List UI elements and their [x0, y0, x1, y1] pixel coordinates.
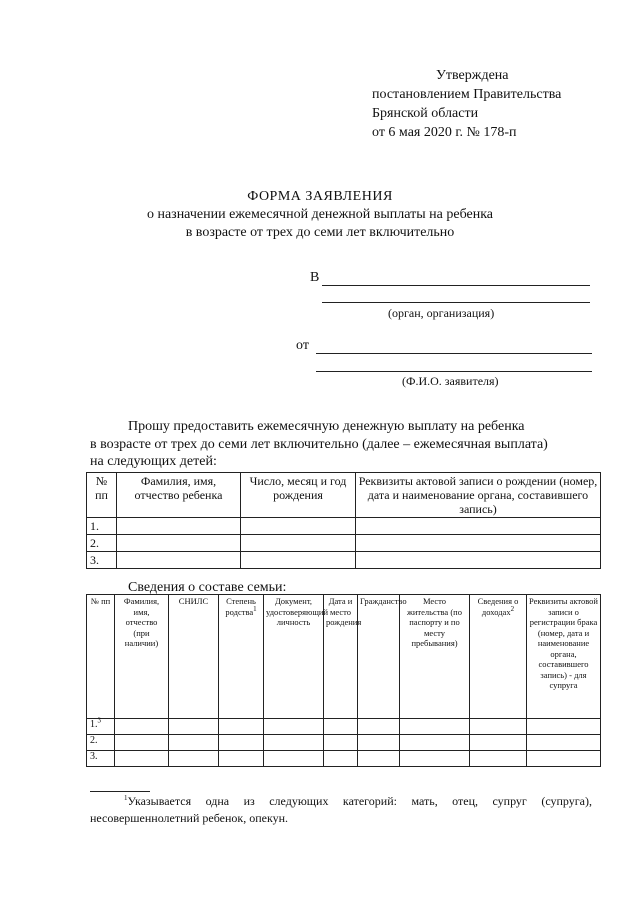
to-field-line-1[interactable]	[322, 285, 590, 286]
footnote-marker: 1	[253, 604, 257, 613]
income-cell[interactable]	[470, 719, 527, 735]
from-caption: (Ф.И.О. заявителя)	[402, 374, 499, 388]
row-num	[87, 716, 115, 735]
approval-line-1: Утверждена	[436, 68, 509, 83]
footnote-marker: 2	[510, 604, 515, 613]
family-table	[86, 594, 601, 767]
request-paragraph	[90, 418, 592, 471]
relation-cell[interactable]	[219, 735, 264, 751]
birth-record-cell[interactable]	[356, 535, 601, 552]
child-name-cell[interactable]	[117, 552, 241, 569]
table-row	[87, 719, 601, 735]
snils-cell[interactable]	[169, 751, 219, 767]
row-num	[87, 751, 115, 767]
header-birth-date: Число, месяц и год рождения	[241, 473, 356, 518]
document-cell[interactable]	[264, 719, 324, 735]
marriage-cell[interactable]	[527, 719, 601, 735]
form-subtitle-2: в возрасте от трех до семи лет включительно	[185, 225, 455, 240]
header-income-text: Сведения о доходах	[477, 596, 519, 617]
residence-cell[interactable]	[400, 735, 470, 751]
member-name-cell[interactable]	[115, 719, 169, 735]
family-section-title: Сведения о составе семьи:	[128, 580, 287, 595]
child-name-cell[interactable]	[117, 535, 241, 552]
approval-line-3: Брянской области	[372, 106, 479, 121]
marriage-cell[interactable]	[527, 751, 601, 767]
header-citizenship: Гражданство	[358, 595, 400, 719]
document-cell[interactable]	[264, 751, 324, 767]
table-row	[87, 535, 601, 552]
header-num: № пп	[87, 473, 117, 518]
request-line-3: на следующих детей:	[90, 454, 217, 469]
approval-block	[372, 66, 561, 142]
row-num-text: 1.	[90, 719, 98, 730]
income-cell[interactable]	[470, 735, 527, 751]
snils-cell[interactable]	[169, 735, 219, 751]
table-row	[87, 552, 601, 569]
birth-date-cell[interactable]	[241, 518, 356, 535]
relation-cell[interactable]	[219, 719, 264, 735]
birth-date-cell[interactable]	[241, 535, 356, 552]
birth-cell[interactable]	[324, 735, 358, 751]
birth-date-cell[interactable]	[241, 552, 356, 569]
citizenship-cell[interactable]	[358, 719, 400, 735]
approval-line-2: постановлением Правительства	[372, 87, 562, 102]
children-table-header	[87, 473, 601, 518]
footnote-marker: 3	[97, 716, 101, 725]
footnote-divider	[90, 791, 150, 792]
citizenship-cell[interactable]	[358, 735, 400, 751]
birth-record-cell[interactable]	[356, 552, 601, 569]
row-num-text: 3.	[90, 751, 98, 762]
residence-cell[interactable]	[400, 751, 470, 767]
member-name-cell[interactable]	[115, 751, 169, 767]
header-marriage: Реквизиты актовой записи о регистрации брака (номер, дата и наименование органа, составившего запись) - для супруга	[527, 595, 601, 719]
to-field-line-2[interactable]	[322, 302, 590, 303]
children-table	[86, 472, 601, 569]
form-heading: ФОРМА ЗАЯВЛЕНИЯ	[247, 189, 393, 204]
header-income	[470, 595, 527, 719]
from-label: от	[296, 338, 309, 353]
birth-cell[interactable]	[324, 751, 358, 767]
child-name-cell[interactable]	[117, 518, 241, 535]
request-line-1: Прошу предоставить ежемесячную денежную выплату на ребенка	[128, 419, 525, 434]
header-child-name: Фамилия, имя, отчество ребенка	[117, 473, 241, 518]
from-field-line-1[interactable]	[316, 353, 592, 354]
footnote	[90, 793, 592, 827]
document-cell[interactable]	[264, 735, 324, 751]
header-document: Документ, удостоверяющий личность	[264, 595, 324, 719]
row-num	[87, 735, 115, 751]
birth-record-cell[interactable]	[356, 518, 601, 535]
income-cell[interactable]	[470, 751, 527, 767]
header-snils: СНИЛС	[169, 595, 219, 719]
row-num: 2.	[87, 535, 117, 552]
header-birth-record: Реквизиты актовой записи о рождении (номер, дата и наименование органа, составившего запись)	[356, 473, 601, 518]
header-name: Фамилия, имя, отчество (при наличии)	[115, 595, 169, 719]
birth-cell[interactable]	[324, 719, 358, 735]
to-label: В	[310, 270, 320, 285]
family-table-header	[87, 595, 601, 719]
table-row	[87, 518, 601, 535]
row-num: 3.	[87, 552, 117, 569]
relation-cell[interactable]	[219, 751, 264, 767]
header-birth: Дата и место рождения	[324, 595, 358, 719]
footnote-text: Указывается одна из следующих категорий: мать, отец, супруг (супруга), несовершеннолетний ребенок, опекун.	[90, 794, 592, 825]
header-residence: Место жительства (по паспорту и по месту пребывания)	[400, 595, 470, 719]
from-field-line-2[interactable]	[316, 371, 592, 372]
header-relation	[219, 595, 264, 719]
row-num-text: 2.	[90, 735, 98, 746]
table-row	[87, 751, 601, 767]
request-line-2: в возрасте от трех до семи лет включительно (далее – ежемесячная выплата)	[90, 436, 548, 452]
residence-cell[interactable]	[400, 719, 470, 735]
header-relation-text: Степень родства	[225, 596, 256, 617]
citizenship-cell[interactable]	[358, 751, 400, 767]
member-name-cell[interactable]	[115, 735, 169, 751]
approval-line-4: от 6 мая 2020 г. № 178-п	[372, 125, 517, 140]
header-num: № пп	[87, 595, 115, 719]
to-caption: (орган, организация)	[388, 306, 495, 320]
row-num: 1.	[87, 518, 117, 535]
form-title	[0, 188, 640, 242]
snils-cell[interactable]	[169, 719, 219, 735]
marriage-cell[interactable]	[527, 735, 601, 751]
footnote-marker: 1	[124, 794, 128, 802]
form-subtitle-1: о назначении ежемесячной денежной выплаты на ребенка	[146, 207, 494, 222]
table-row	[87, 735, 601, 751]
